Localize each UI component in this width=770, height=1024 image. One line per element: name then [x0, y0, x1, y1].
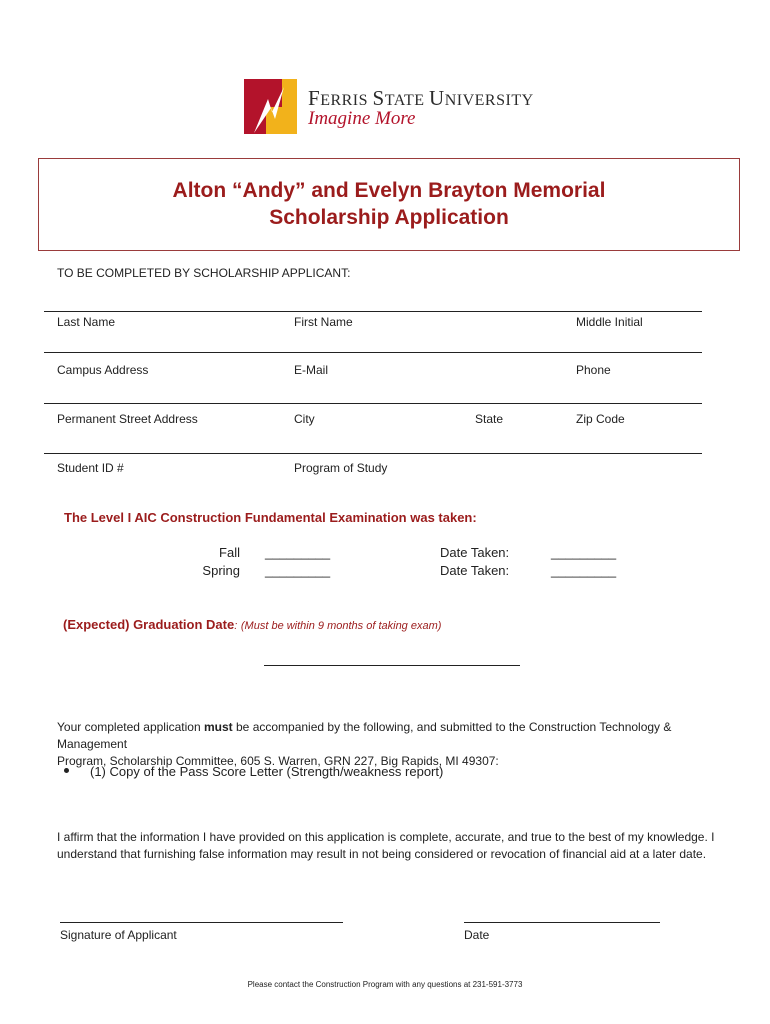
- spring-date-taken-label: Date Taken:: [440, 563, 510, 578]
- date-line[interactable]: [464, 922, 660, 923]
- last-name-line[interactable]: [44, 311, 702, 312]
- bullet-icon: [64, 768, 69, 773]
- student-id-label: Student ID #: [57, 461, 124, 475]
- program-of-study-label: Program of Study: [294, 461, 388, 475]
- spring-blank[interactable]: _________: [265, 563, 331, 578]
- campus-address-label: Campus Address: [57, 363, 149, 377]
- fall-blank[interactable]: _________: [265, 545, 331, 560]
- student-id-line[interactable]: [44, 453, 702, 454]
- email-label: E-Mail: [294, 363, 329, 377]
- campus-address-line[interactable]: [44, 352, 702, 353]
- fall-label: Fall: [219, 545, 240, 560]
- exam-heading: The Level I AIC Construction Fundamental Examination was taken:: [64, 510, 477, 525]
- spring-date-blank[interactable]: _________: [551, 563, 617, 578]
- page-title: [38, 177, 740, 231]
- title-line-2: Scholarship Application: [269, 206, 509, 229]
- city-label: City: [294, 412, 315, 426]
- title-line-1: Alton “Andy” and Evelyn Brayton Memorial: [172, 179, 606, 202]
- university-name: FERRIS STATE UNIVERSITY: [308, 86, 534, 110]
- permanent-street-label: Permanent Street Address: [57, 412, 198, 426]
- zip-code-label: Zip Code: [576, 412, 625, 426]
- required-document-item: (1) Copy of the Pass Score Letter (Strength/weakness report): [90, 764, 444, 779]
- state-label: State: [475, 412, 504, 426]
- spring-label: Spring: [202, 563, 240, 578]
- affirmation-text: I affirm that the information I have provided on this application is complete, accurate, and true to the best of my knowledge. I understand that furnishing false information may result in not being considered or revocation of financial aid at a later date.: [57, 830, 715, 861]
- first-name-label: First Name: [294, 315, 353, 329]
- last-name-label: Last Name: [57, 315, 116, 329]
- signature-label: Signature of Applicant: [60, 928, 177, 942]
- fall-date-blank[interactable]: _________: [551, 545, 617, 560]
- date-label: Date: [464, 928, 490, 942]
- middle-initial-label: Middle Initial: [576, 315, 643, 329]
- graduation-date-heading: [63, 617, 441, 632]
- submission-instructions: Your completed application must be accompanied by the following, and submitted to the Construction Technology & Management Program, Scholarship Committee, 605 S. Warren, GRN 227, Big Rapids, MI 49307:: [57, 720, 672, 768]
- phone-label: Phone: [576, 363, 611, 377]
- graduation-date-line[interactable]: [264, 665, 520, 666]
- permanent-address-line[interactable]: [44, 403, 702, 404]
- graduation-note: (Must be within 9 months of taking exam): [240, 620, 442, 632]
- fall-date-taken-label: Date Taken:: [440, 545, 510, 560]
- graduation-date-label: (Expected) Graduation Date: [63, 617, 235, 632]
- signature-line[interactable]: [60, 922, 343, 923]
- footer-contact: Please contact the Construction Program with any questions at 231-591-3773: [247, 980, 523, 989]
- ferris-logo-mark-icon: [244, 79, 297, 134]
- instruction-text: TO BE COMPLETED BY SCHOLARSHIP APPLICANT:: [57, 266, 351, 280]
- must-emphasis: must: [204, 720, 233, 734]
- university-tagline: Imagine More: [308, 108, 416, 129]
- graduation-colon: :: [234, 620, 238, 632]
